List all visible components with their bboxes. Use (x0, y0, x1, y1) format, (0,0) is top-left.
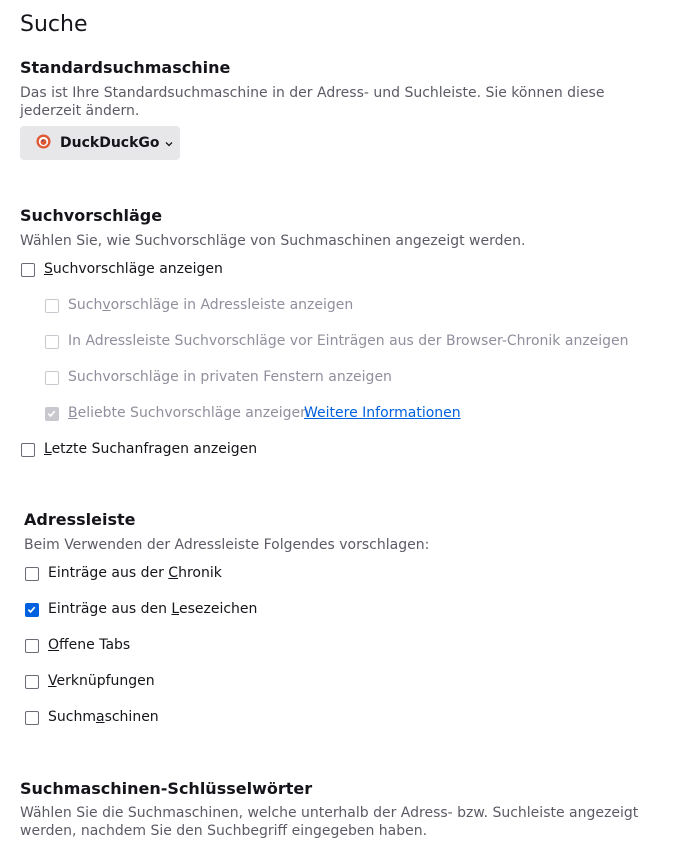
learn-more-link[interactable]: Weitere Informationen (304, 405, 461, 421)
trending-suggestions-checkbox[interactable] (45, 407, 59, 421)
bookmarks-checkbox[interactable] (25, 603, 39, 617)
default-engine-dropdown[interactable] (20, 126, 180, 160)
suggestions-before-history-checkbox[interactable] (45, 335, 59, 349)
addressbar-description: Beim Verwenden der Adressleiste Folgendes vorschlagen: (24, 537, 430, 553)
keywords-heading: Suchmaschinen-Schlüsselwörter (20, 779, 313, 798)
history-checkbox[interactable] (25, 567, 39, 581)
search-engines-label[interactable]: Suchmaschinen (48, 709, 159, 725)
shortcuts-label[interactable]: Verknüpfungen (48, 673, 155, 689)
duckduckgo-icon (36, 134, 51, 153)
suggestions-heading: Suchvorschläge (20, 206, 163, 225)
history-label[interactable]: Einträge aus der Chronik (48, 565, 222, 581)
show-suggestions-label[interactable]: Suchvorschläge anzeigen (44, 261, 223, 277)
shortcuts-checkbox[interactable] (25, 675, 39, 689)
suggestions-private-windows-checkbox[interactable] (45, 371, 59, 385)
search-engines-checkbox[interactable] (25, 711, 39, 725)
recent-searches-checkbox[interactable] (21, 443, 35, 457)
suggestions-before-history-label[interactable]: In Adressleiste Suchvorschläge vor Einträgen aus der Browser-Chronik anzeigen (68, 333, 629, 349)
recent-searches-label[interactable]: Letzte Suchanfragen anzeigen (44, 441, 258, 457)
suggestions-in-addressbar-checkbox[interactable] (45, 299, 59, 313)
chevron-down-icon (164, 134, 174, 153)
show-suggestions-checkbox[interactable] (21, 263, 35, 277)
default-engine-heading: Standardsuchmaschine (20, 58, 231, 77)
page-title: Suche (20, 12, 88, 37)
open-tabs-checkbox[interactable] (25, 639, 39, 653)
default-engine-description: Das ist Ihre Standardsuchmaschine in der Adress- und Suchleiste. Sie können diese jederzeit ändern. (20, 85, 605, 119)
suggestions-private-windows-label[interactable]: Suchvorschläge in privaten Fenstern anzeigen (68, 369, 392, 385)
open-tabs-label[interactable]: Offene Tabs (48, 637, 131, 653)
addressbar-heading: Adressleiste (24, 510, 136, 529)
keywords-description: Wählen Sie die Suchmaschinen, welche unterhalb der Adress- bzw. Suchleiste angezeigt werden, nachdem Sie den Suchbegriff eingegeben haben. (20, 805, 639, 839)
default-engine-name: DuckDuckGo (60, 135, 160, 151)
trending-suggestions-label[interactable]: Beliebte Suchvorschläge anzeigen (68, 405, 309, 421)
suggestions-in-addressbar-label[interactable]: Suchvorschläge in Adressleiste anzeigen (68, 297, 354, 313)
suggestions-description: Wählen Sie, wie Suchvorschläge von Suchmaschinen angezeigt werden. (20, 233, 526, 249)
bookmarks-label[interactable]: Einträge aus den Lesezeichen (48, 601, 258, 617)
